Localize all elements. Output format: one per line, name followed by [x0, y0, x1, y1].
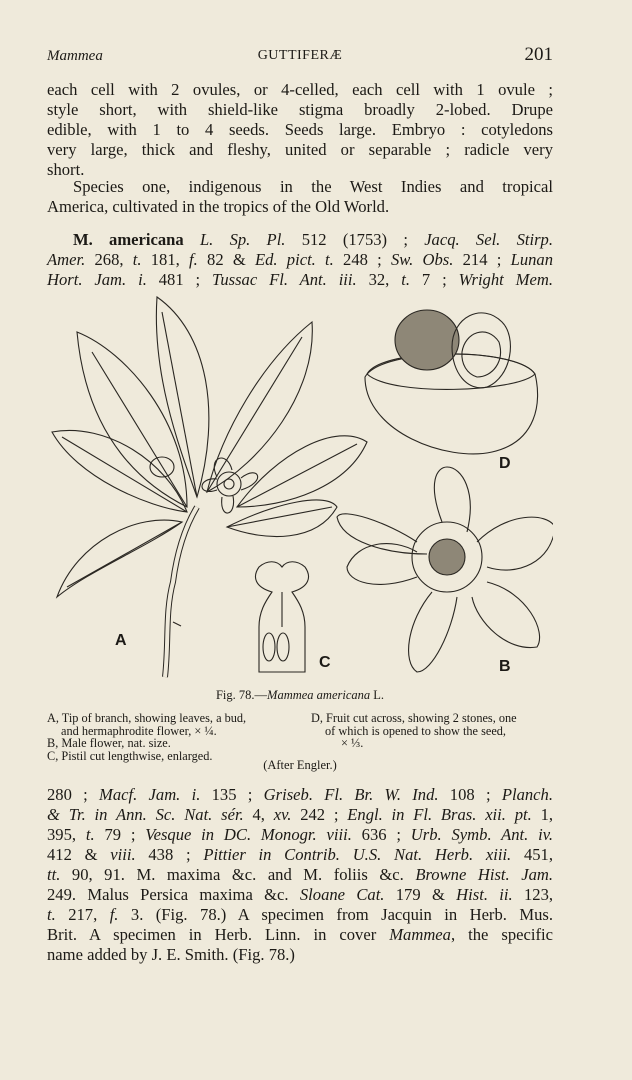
- text-line: edible, with 1 to 4 seeds. Seeds large. Embryo : cotyledons: [47, 120, 553, 139]
- branch-drawing-a: [52, 297, 367, 677]
- text-line: 249. Malus Persica maxima &c. Sloane Cat. 179 & Hist. ii. 123,: [47, 885, 554, 904]
- legend-line: C, Pistil cut lengthwise, enlarged.: [47, 748, 213, 763]
- references-paragraph: [47, 785, 553, 965]
- figure-legend-right: [311, 712, 517, 750]
- pistil-drawing-c: [255, 562, 308, 672]
- figure-letter-c: C: [319, 654, 331, 671]
- legend-line: B, Male flower, nat. size.: [47, 736, 171, 750]
- species-name: M. americana: [73, 230, 184, 249]
- text-line: & Tr. in Ann. Sc. Nat. sér. 4, xv. 242 ; Engl. in Fl. Bras. xii. pt. 1,: [47, 805, 554, 824]
- text-line: Amer. 268, t. 181, f. 82 & Ed. pict. t. 248 ; Sw. Obs. 214 ; Lunan: [47, 250, 554, 269]
- text-line: America, cultivated in the tropics of the Old World.: [47, 197, 390, 216]
- distribution-paragraph: [47, 177, 553, 217]
- species-citation: [47, 230, 553, 290]
- text-line: Species one, indigenous in the West Indies and tropical: [73, 177, 553, 196]
- legend-line: and hermaphrodite flower, × ¼.: [61, 723, 217, 738]
- legend-line: × ⅓.: [341, 736, 364, 750]
- text-line: M. americana L. Sp. Pl. 512 (1753) ; Jacq. Sel. Stirp.: [73, 230, 553, 249]
- page-number: 201: [524, 44, 553, 65]
- figure-source: (After Engler.): [263, 758, 337, 772]
- text-line: each cell with 2 ovules, or 4-celled, each cell with 1 ovule ;: [47, 80, 553, 99]
- text-line: style short, with shield-like stigma broadly 2-lobed. Drupe: [47, 100, 553, 119]
- description-paragraph: [47, 80, 553, 180]
- flower-drawing-b: [337, 467, 553, 672]
- figure-letter-b: B: [499, 658, 511, 675]
- legend-line: A, Tip of branch, showing leaves, a bud,: [47, 711, 247, 725]
- text-line: 395, t. 79 ; Vesque in DC. Monogr. viii. 636 ; Urb. Symb. Ant. iv.: [47, 825, 553, 844]
- text-line: t. 217, f. 3. (Fig. 78.) A specimen from Jacquin in Herb. Mus.: [47, 905, 553, 924]
- text-line: Hort. Jam. i. 481 ; Tussac Fl. Ant. iii. 32, t. 7 ; Wright Mem.: [47, 270, 553, 289]
- legend-line: of which is opened to show the seed,: [325, 723, 507, 738]
- text-line: 412 & viii. 438 ; Pittier in Contrib. U.S. Nat. Herb. xiii. 451,: [47, 845, 553, 864]
- legend-line: D, Fruit cut across, showing 2 stones, one: [311, 711, 517, 725]
- figure-caption: Fig. 78.—Mammea americana L.: [215, 688, 385, 702]
- text-line: Brit. A specimen in Herb. Linn. in cover Mammea, the specific: [47, 925, 553, 944]
- text-line: very large, thick and fleshy, united or separable ; radicle very: [47, 140, 553, 159]
- running-head-family: GUTTIFERÆ: [257, 48, 343, 63]
- text-line: short.: [47, 160, 85, 179]
- text-line: 280 ; Macf. Jam. i. 135 ; Griseb. Fl. Br. W. Ind. 108 ; Planch.: [47, 785, 553, 804]
- fruit-drawing-d: [365, 310, 538, 454]
- figure-letter-a: A: [115, 632, 127, 649]
- running-head-genus: Mammea: [47, 48, 103, 64]
- text-line: tt. 90, 91. M. maxima &c. and M. foliis &c. Browne Hist. Jam.: [47, 865, 553, 884]
- botanical-figure: [47, 292, 553, 700]
- running-head: [47, 46, 553, 68]
- figure-legend-left: [47, 712, 246, 762]
- text-line: name added by J. E. Smith. (Fig. 78.): [47, 945, 295, 964]
- figure-letter-d: D: [499, 455, 511, 472]
